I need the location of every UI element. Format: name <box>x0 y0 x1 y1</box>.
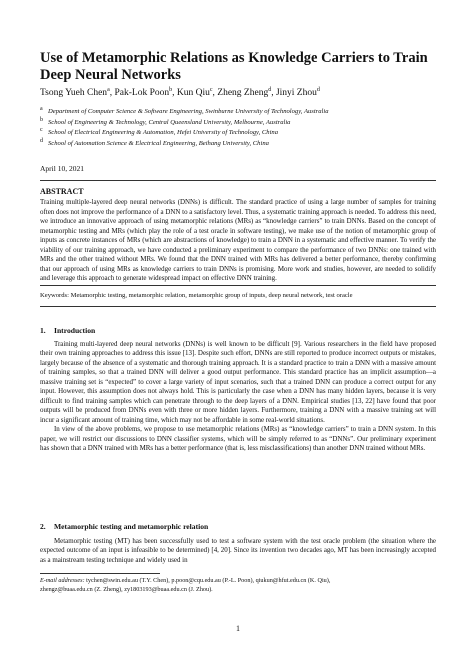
author-mark: b <box>169 86 173 93</box>
author-mark: d <box>316 86 320 93</box>
footnote-label: E-mail addresses: <box>40 577 85 584</box>
footnote-divider <box>40 573 160 574</box>
footnote <box>40 577 436 594</box>
author-name: Zheng Zheng <box>217 88 269 98</box>
email-list: tychen@swin.edu.au (T.Y. Chen), p.poon@cqu.edu.au (P.-L. Poon), qiukun@hfut.edu.cn (K. Qiu), <box>86 577 331 584</box>
publication-date: April 10, 2021 <box>40 164 84 173</box>
footnote-line <box>40 577 436 586</box>
divider <box>40 180 436 181</box>
section-heading <box>40 522 208 531</box>
section-number: 2. <box>40 522 46 531</box>
author-name: Tsong Yueh Chen <box>40 88 108 98</box>
abstract-heading: ABSTRACT <box>40 187 84 196</box>
author-mark: c <box>209 86 213 93</box>
affiliation-text: School of Automation Science & Electrical Engineering, Beihang University, China <box>48 139 269 147</box>
author-name: Kun Qiu <box>176 88 210 98</box>
affiliation-mark: c <box>40 127 43 133</box>
affiliation <box>40 139 440 150</box>
author-mark: d <box>268 86 272 93</box>
section-number: 1. <box>40 326 46 335</box>
abstract-text: Training multiple-layered deep neural networks (DNNs) is difficult. The standard practice of using a large number of samples for training often does not improve the performance of a DNN to a satisfactory level. Thus, a systematic training approach is needed. To address this need, we introduce an innovative approach of using metamorphic relations (MRs) as “knowledge carriers” to train DNNs. Based on the concept of metamorphic testing and MRs (which play the role of a test oracle in software testing), we make use of the notion of metamorphic group of inputs as concrete instances of MRs (which are abstractions of knowledge) to train a DNN in a systematic and effective manner. To verify the viability of our training approach, we have conducted a preliminary experiment to compare the performance of two DNNs: one trained with MRs and the other trained without MRs. We found that the DNN trained with MRs has delivered a better performance, thereby confirming that our approach of using MRs as knowledge carriers to train DNNs is promising. More work and studies, however, are needed to solidify and leverage this approach to generate widespread impact on effective DNN training. <box>40 198 436 282</box>
affiliation-text: Department of Computer Science & Software Engineering, Swinburne University of Technology, Australia <box>48 108 329 115</box>
author-list: Tsong Yueh Chen$^a$, Pak-Lok Poon$^b$, Kun Qiu$^c$, Zheng Zheng$^d$, Jinyi Zhou$^d$ <box>40 86 320 98</box>
section-body <box>40 340 436 453</box>
divider <box>40 306 436 307</box>
author-name: Pak-Lok Poon <box>114 88 170 98</box>
author-name: Jinyi Zhou <box>275 88 317 98</box>
affiliation-mark: b <box>40 116 43 123</box>
email-list: zhengz@buaa.edu.cn (Z. Zheng), zy1803193@buaa.edu.cn (J. Zhou). <box>40 585 213 593</box>
affiliation-mark: d <box>40 137 43 144</box>
page-number: 1 <box>236 624 240 633</box>
author-mark: a <box>107 86 110 93</box>
affiliation <box>40 107 440 118</box>
paragraph: Training multi-layered deep neural networks (DNNs) is well known to be difficult [9]. Various researchers in the field have proposed their own training approaches to address this issue [13]. Despite such effort, DNNs are still reported to produce incorrect outputs or mistakes, largely because of the absence of a systematic and thorough training approach. It is a standard practice to train a DNN with a massive amount of training samples, so that a trained DNN will deliver a good output performance. This standard practice has an implicit assumption—a massive training set is “expected” to cover a large variety of input scenarios, such that a trained DNN can produce a correct output for any input. However, this assumption does not always hold. This is particularly the case when a DNN has many hidden layers, because it is very difficult to find training samples which can penetrate through to the deep layers of a DNN. Empirical studies [13, 22] have found that poor outputs will be produced from DNNs even with three or more hidden layers. Furthermore, training a DNN with a massive training set will incur a significant amount of training time, which may not be affordable in some real-world situations. <box>40 340 436 424</box>
keywords: Keywords: Metamorphic testing, metamorphic relation, metamorphic group of inputs, deep neural network, test oracle <box>40 292 353 299</box>
affiliation <box>40 118 440 129</box>
section-heading <box>40 326 95 335</box>
affiliation-mark: a <box>40 106 43 112</box>
section-title: Metamorphic testing and metamorphic relation <box>54 522 209 531</box>
section-title: Introduction <box>54 326 96 335</box>
affiliation-list <box>40 107 440 149</box>
paper-title: Use of Metamorphic Relations as Knowledge Carriers to Train Deep Neural Networks <box>40 50 428 83</box>
affiliation-text: School of Electrical Engineering & Automation, Hefei University of Technology, China <box>48 129 279 136</box>
section-body <box>40 537 436 565</box>
paragraph: In view of the above problems, we propose to use metamorphic relations (MRs) as “knowledge carriers” to train a DNN system. In this paper, we will restrict our discussions to DNN classifier systems, which will be simply referred to as “DNNs”. Our preliminary experiment has shown that a DNN trained with MRs has a better performance (that is, less misclassifications) than another DNN trained without MRs. <box>40 425 436 452</box>
divider <box>40 285 436 286</box>
paragraph: Metamorphic testing (MT) has been successfully used to test a software system with the test oracle problem (the situation where the expected outcome of an input is infeasible to be determined) [4, 20]. Since its invention two decades ago, MT has been increasingly accepted as a mainstream testing technique and widely used in <box>40 537 436 564</box>
affiliation-text: School of Engineering & Technology, Central Queensland University, Melbourne, Australia <box>48 118 291 126</box>
affiliation <box>40 128 440 139</box>
